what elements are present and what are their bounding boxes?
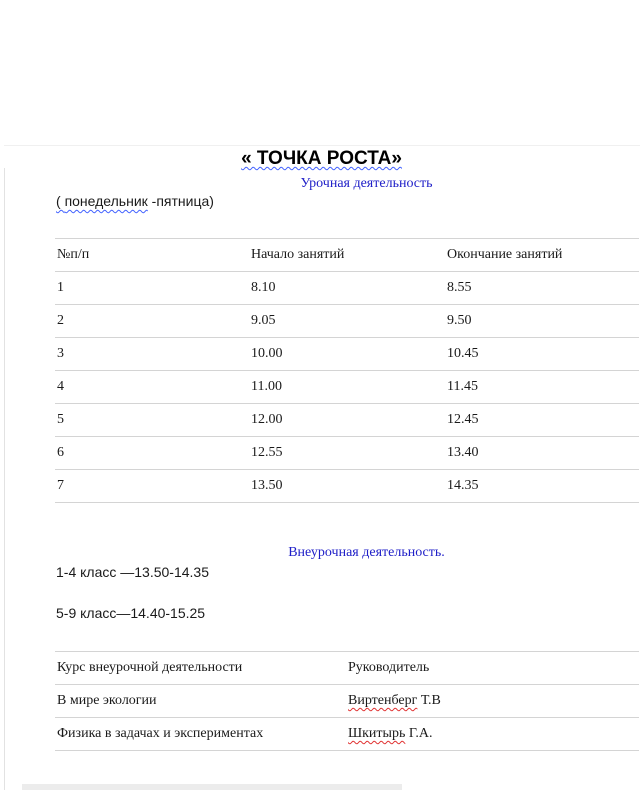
extracurricular-heading: Внеурочная деятельность. xyxy=(288,545,445,560)
lesson-end: 13.40 xyxy=(445,437,639,470)
lesson-number: 4 xyxy=(55,371,249,404)
lesson-start: 10.00 xyxy=(249,338,445,371)
lesson-number: 6 xyxy=(55,437,249,470)
lesson-end: 10.45 xyxy=(445,338,639,371)
courses-header-course: Курс внеурочной деятельности xyxy=(55,652,346,685)
courses-header-row xyxy=(55,652,639,685)
lesson-end: 8.55 xyxy=(445,272,639,305)
lesson-number: 1 xyxy=(55,272,249,305)
lesson-start: 13.50 xyxy=(249,470,445,503)
days-note-word: понедельник xyxy=(64,193,148,209)
lesson-number: 2 xyxy=(55,305,249,338)
lesson-start: 9.05 xyxy=(249,305,445,338)
lesson-start: 8.10 xyxy=(249,272,445,305)
lesson-end: 14.35 xyxy=(445,470,639,503)
page-left-edge xyxy=(4,168,5,790)
document-title-text: « ТОЧКА РОСТА» xyxy=(241,148,402,169)
schedule-header-end: Окончание занятий xyxy=(445,239,639,272)
lesson-start: 11.00 xyxy=(249,371,445,404)
days-note-rest: -пятница) xyxy=(147,193,214,209)
lesson-end: 11.45 xyxy=(445,371,639,404)
leader-surname: Шкитырь xyxy=(348,726,406,741)
lesson-start: 12.55 xyxy=(249,437,445,470)
document-title xyxy=(0,148,643,170)
schedule-header-start: Начало занятий xyxy=(249,239,445,272)
table-row xyxy=(55,718,639,751)
table-row xyxy=(55,305,639,338)
course-leader xyxy=(346,718,639,751)
course-leader xyxy=(346,685,639,718)
leader-initials: Т.В xyxy=(417,693,441,708)
schedule-table xyxy=(55,238,639,503)
course-name: В мире экологии xyxy=(55,685,346,718)
leader-initials: Г.А. xyxy=(405,726,433,741)
lesson-number: 5 xyxy=(55,404,249,437)
days-note-open: ( xyxy=(56,193,65,209)
table-row xyxy=(55,470,639,503)
page-top-edge xyxy=(4,145,640,146)
courses-table xyxy=(55,651,639,751)
schedule-header-number: №п/п xyxy=(55,239,249,272)
lesson-end: 12.45 xyxy=(445,404,639,437)
table-row xyxy=(55,404,639,437)
table-row xyxy=(55,685,639,718)
lesson-number: 3 xyxy=(55,338,249,371)
days-note xyxy=(56,193,214,209)
class-time-secondary: 5-9 класс—14.40-15.25 xyxy=(56,605,206,621)
table-row xyxy=(55,272,639,305)
schedule-header-row xyxy=(55,239,639,272)
lesson-start: 12.00 xyxy=(249,404,445,437)
class-time-primary: 1-4 класс —13.50-14.35 xyxy=(56,564,209,580)
course-name: Физика в задачах и экспериментах xyxy=(55,718,346,751)
lesson-end: 9.50 xyxy=(445,305,639,338)
table-row xyxy=(55,437,639,470)
page-bottom-strip xyxy=(22,784,402,790)
courses-header-leader: Руководитель xyxy=(346,652,639,685)
leader-surname: Виртенберг xyxy=(348,693,418,708)
lesson-heading: Урочная деятельность xyxy=(300,176,433,191)
table-row xyxy=(55,371,639,404)
lesson-number: 7 xyxy=(55,470,249,503)
table-row xyxy=(55,338,639,371)
